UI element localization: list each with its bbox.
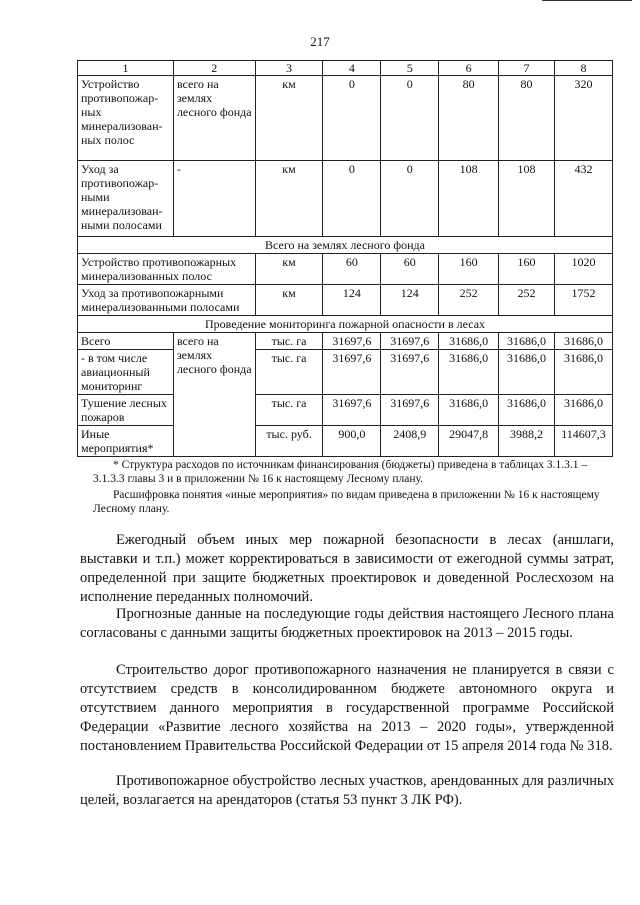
table-row bbox=[78, 350, 613, 395]
row-label: Всего bbox=[78, 333, 174, 350]
row-value: 0 bbox=[381, 161, 439, 237]
row-value: 160 bbox=[499, 254, 555, 285]
row-value: 108 bbox=[499, 161, 555, 237]
row-label: Тушение лесных пожаров bbox=[78, 395, 174, 426]
fire-safety-table bbox=[77, 60, 613, 457]
header-cell: 5 bbox=[381, 61, 439, 76]
header-cell: 3 bbox=[255, 61, 323, 76]
row-value: 160 bbox=[439, 254, 499, 285]
row-scope: всего на землях лесного фонда bbox=[173, 76, 255, 161]
row-value: 31686,0 bbox=[499, 333, 555, 350]
top-rule bbox=[542, 0, 632, 1]
row-value: 31697,6 bbox=[323, 333, 381, 350]
section-title: Всего на землях лесного фонда bbox=[78, 237, 613, 254]
row-unit: км bbox=[255, 254, 323, 285]
header-cell: 4 bbox=[323, 61, 381, 76]
paragraph: Строительство дорог противопожарного назначения не планируется в связи с отсутствием средств в консолидированном бюджете автономного округа и отсутствием данного мероприятия в государственной программе Российской Федерации «Развитие лесного хозяйства на 2013 – 2020 годы», утвержденной постановлением Правительства Российской Федерации от 15 апреля 2014 года № 318. bbox=[80, 662, 614, 754]
row-label: Уход за противопожар-ными минерализован-ными полосами bbox=[78, 161, 174, 237]
row-value: 0 bbox=[323, 161, 381, 237]
row-value: 80 bbox=[499, 76, 555, 161]
row-value: 31686,0 bbox=[439, 333, 499, 350]
row-label: Иные мероприятия* bbox=[78, 426, 174, 457]
section-title: Проведение мониторинга пожарной опасности в лесах bbox=[78, 316, 613, 333]
row-label: Устройство противопожар-ных минерализован-ных полос bbox=[78, 76, 174, 161]
row-value: 124 bbox=[323, 285, 381, 316]
row-scope: всего на землях лесного фонда bbox=[173, 333, 255, 457]
row-unit: км bbox=[255, 285, 323, 316]
row-unit: тыс. га bbox=[255, 395, 323, 426]
row-unit: тыс. га bbox=[255, 333, 323, 350]
row-value: 60 bbox=[381, 254, 439, 285]
row-value: 114607,3 bbox=[555, 426, 613, 457]
row-value: 0 bbox=[323, 76, 381, 161]
row-value: 1752 bbox=[555, 285, 613, 316]
table-row bbox=[78, 285, 613, 316]
row-value: 31686,0 bbox=[439, 350, 499, 395]
row-value: 3988,2 bbox=[499, 426, 555, 457]
row-value: 31697,6 bbox=[381, 350, 439, 395]
row-value: 31686,0 bbox=[555, 333, 613, 350]
table-row bbox=[78, 254, 613, 285]
footnote-other-measures: Расшифровка понятия «иные мероприятия» по видам приведена в приложении № 16 к настоящему Лесному плану. bbox=[93, 489, 600, 515]
row-label: Устройство противопожарных минерализованных полос bbox=[78, 254, 256, 285]
page-number: 217 bbox=[310, 34, 330, 49]
paragraph: Прогнозные данные на последующие годы действия настоящего Лесного плана согласованы с данными защиты бюджетных проектировок на 2013 – 2015 годы. bbox=[80, 606, 614, 641]
row-value: 80 bbox=[439, 76, 499, 161]
footnote-structure: * Структура расходов по источникам финансирования (бюджеты) приведена в таблицах 3.1.3.1 – 3.1.3.3 главы 3 и в приложении № 16 к настоящему Лесному плану. bbox=[93, 459, 588, 485]
section-row bbox=[78, 237, 613, 254]
row-value: 320 bbox=[555, 76, 613, 161]
row-value: 31686,0 bbox=[499, 350, 555, 395]
row-value: 31686,0 bbox=[555, 395, 613, 426]
row-value: 31697,6 bbox=[381, 395, 439, 426]
header-cell: 7 bbox=[499, 61, 555, 76]
row-label: - в том числе авиационный мониторинг bbox=[78, 350, 174, 395]
row-value: 31686,0 bbox=[439, 395, 499, 426]
row-value: 2408,9 bbox=[381, 426, 439, 457]
row-value: 1020 bbox=[555, 254, 613, 285]
table-header-row bbox=[78, 61, 613, 76]
table-row bbox=[78, 76, 613, 161]
table-row bbox=[78, 333, 613, 350]
row-unit: тыс. руб. bbox=[255, 426, 323, 457]
table-row bbox=[78, 161, 613, 237]
paragraph: Ежегодный объем иных мер пожарной безопасности в лесах (аншлаги, выставки и т.п.) может корректироваться в зависимости от ежегодной суммы затрат, определенной при защите бюджетных проектировок и доведенной Рослесхозом на исполнение переданных полномочий. bbox=[80, 532, 614, 605]
row-value: 252 bbox=[439, 285, 499, 316]
row-value: 900,0 bbox=[323, 426, 381, 457]
row-scope: - bbox=[173, 161, 255, 237]
header-cell: 6 bbox=[439, 61, 499, 76]
row-value: 31686,0 bbox=[499, 395, 555, 426]
row-unit: тыс. га bbox=[255, 350, 323, 395]
row-unit: км bbox=[255, 76, 323, 161]
row-value: 432 bbox=[555, 161, 613, 237]
row-value: 31697,6 bbox=[381, 333, 439, 350]
row-value: 0 bbox=[381, 76, 439, 161]
row-unit: км bbox=[255, 161, 323, 237]
section-row bbox=[78, 316, 613, 333]
row-value: 108 bbox=[439, 161, 499, 237]
paragraph: Противопожарное обустройство лесных участков, арендованных для различных целей, возлагается на арендаторов (статья 53 пункт 3 ЛК РФ). bbox=[80, 773, 614, 808]
table-row bbox=[78, 426, 613, 457]
row-value: 29047,8 bbox=[439, 426, 499, 457]
row-label: Уход за противопожарными минерализованными полосами bbox=[78, 285, 256, 316]
header-cell: 1 bbox=[78, 61, 174, 76]
row-value: 31697,6 bbox=[323, 350, 381, 395]
header-cell: 8 bbox=[555, 61, 613, 76]
row-value: 31697,6 bbox=[323, 395, 381, 426]
row-value: 31686,0 bbox=[555, 350, 613, 395]
row-value: 124 bbox=[381, 285, 439, 316]
row-value: 60 bbox=[323, 254, 381, 285]
header-cell: 2 bbox=[173, 61, 255, 76]
table-row bbox=[78, 395, 613, 426]
row-value: 252 bbox=[499, 285, 555, 316]
